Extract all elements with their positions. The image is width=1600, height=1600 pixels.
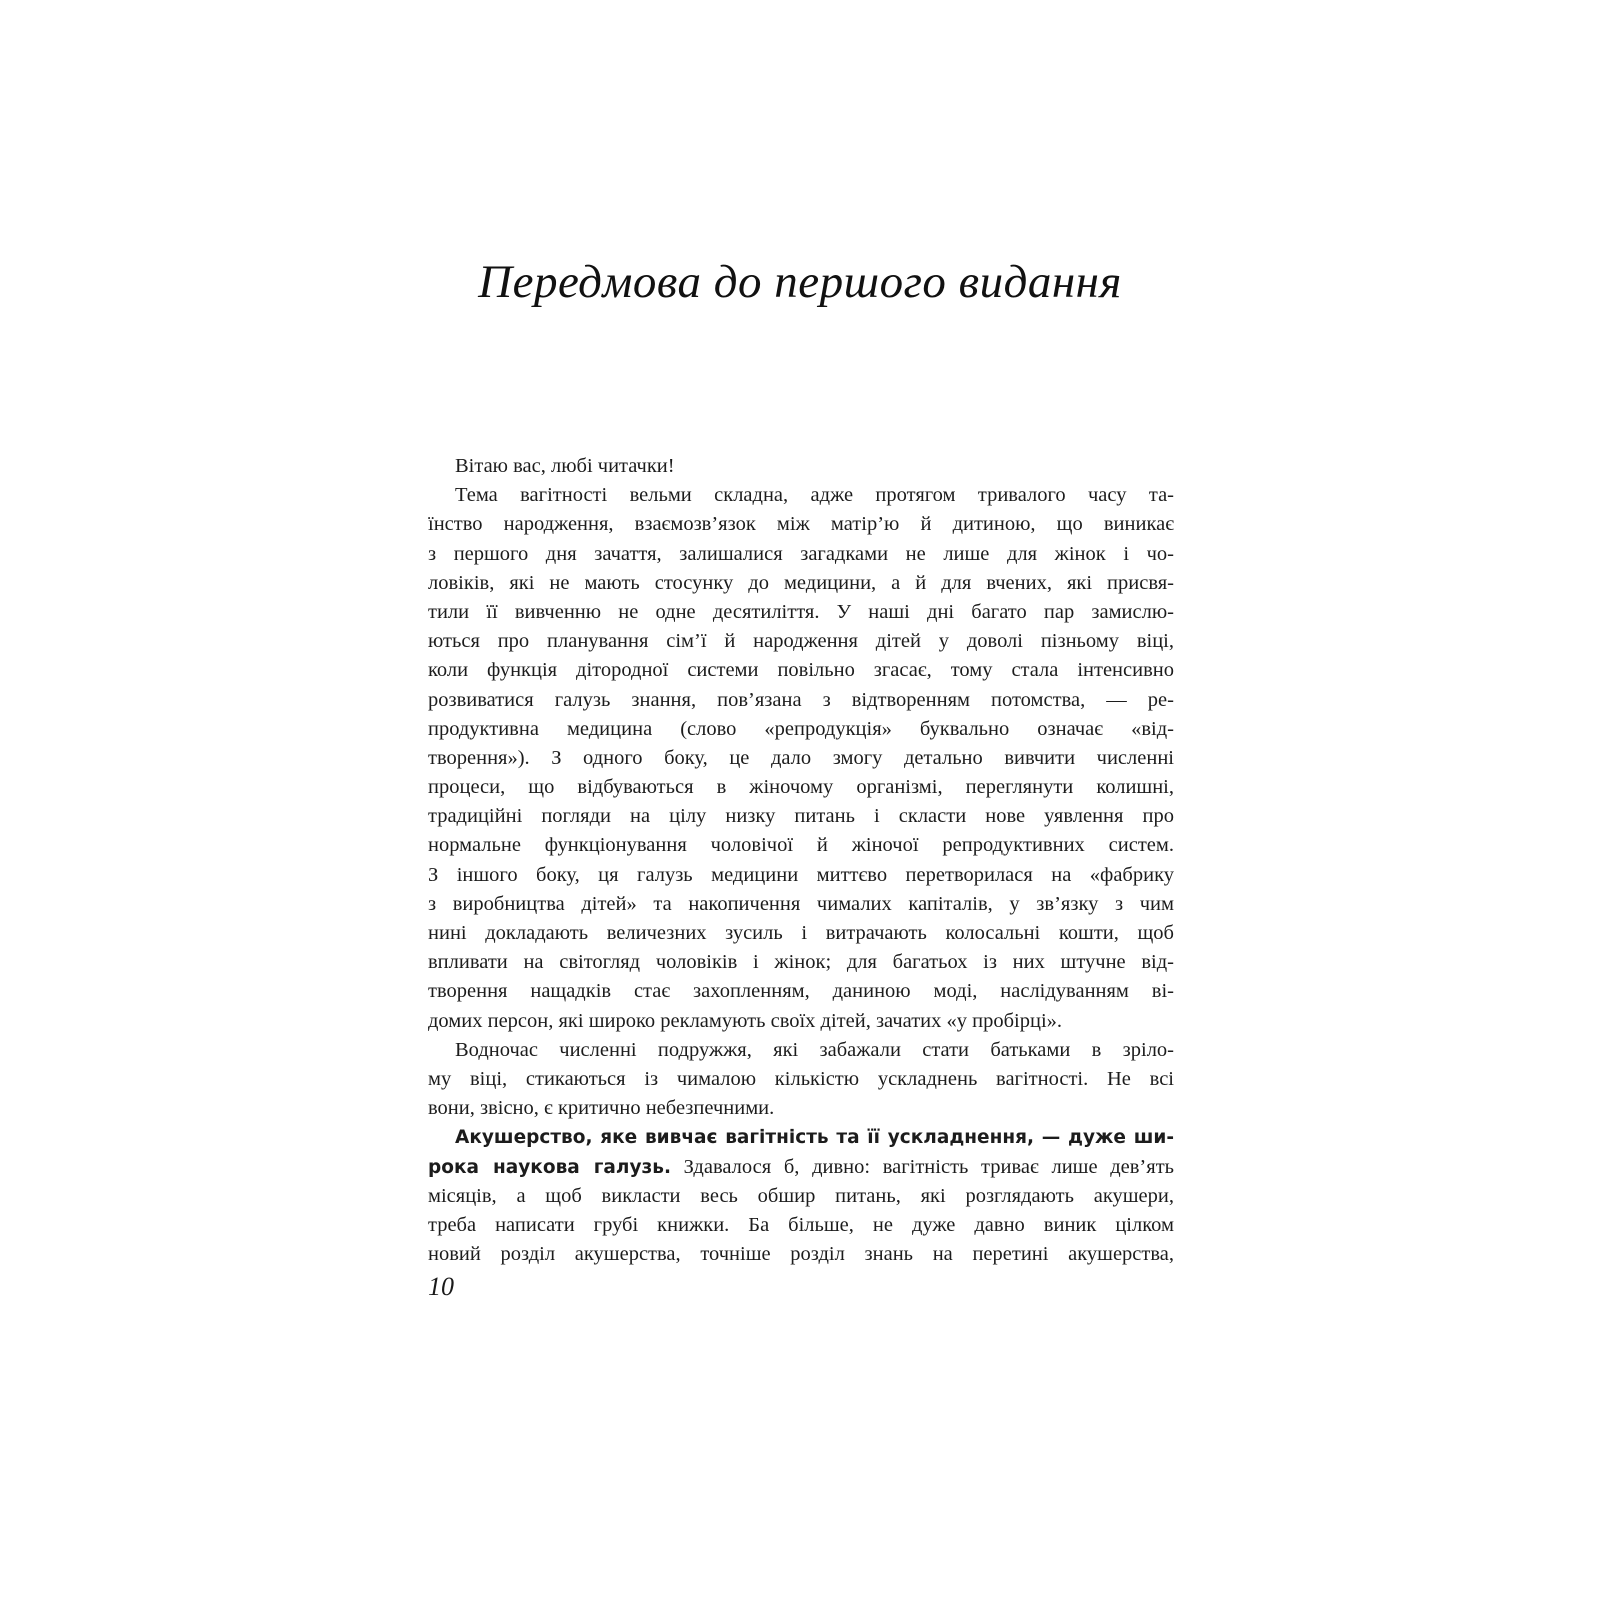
- text-line: тили її вивченню не одне десятиліття. У наші дні багато пар замислю-: [428, 600, 1174, 623]
- text-line: з першого дня зачаття, залишалися загадками не лише для жінок і чо-: [428, 542, 1174, 565]
- text-line: традиційні погляди на цілу низку питань і скласти нове уявлення про: [428, 805, 1174, 828]
- chapter-title: Передмова до першого видання: [478, 256, 1122, 308]
- text-line: розвиватися галузь знання, пов’язана з відтворенням потомства, — ре-: [428, 688, 1174, 711]
- bold-text-line: [428, 1123, 1174, 1152]
- text-line: вони, звісно, є критично небезпечними.: [428, 1097, 775, 1120]
- page-number: 10: [428, 1272, 454, 1301]
- text-line: процеси, що відбуваються в жіночому організмі, переглянути колишні,: [428, 776, 1174, 799]
- text-line: ються про планування сім’ї й народження дітей у доволі пізньому віці,: [428, 630, 1174, 653]
- text-line: творення нащадків стає захопленням, даниною моді, наслідуванням ві-: [428, 980, 1174, 1003]
- text-line: нині докладають величезних зусиль і витрачають колосальні кошти, щоб: [428, 922, 1174, 944]
- text-line: з виробництва дітей» та накопичення чималих капіталів, у зв’язку з чим: [428, 892, 1174, 915]
- text-line: Тема вагітності вельми складна, адже протягом тривалого часу та-: [455, 484, 1174, 507]
- text-line: нормальне функціонування чоловічої й жіночої репродуктивних систем.: [428, 834, 1174, 857]
- text-line: Водночас численні подружжя, які забажали стати батьками в зріло-: [455, 1038, 1174, 1061]
- text-line: треба написати грубі книжки. Ба більше, не дуже давно виник цілком: [428, 1213, 1174, 1236]
- text-line: творення»). З одного боку, це дало змогу детально вивчити численні: [428, 746, 1174, 769]
- text-run: Здавалося б, дивно: вагітність триває лише дев’ять: [671, 1155, 1174, 1178]
- text-line: коли функція дітородної системи повільно згасає, тому стала інтенсивно: [428, 659, 1174, 682]
- text-line: впливати на світогляд чоловіків і жінок; для багатьох із них штучне від-: [428, 951, 1174, 974]
- text-line: продуктивна медицина (слово «репродукція» буквально означає «від-: [428, 717, 1174, 740]
- bold-phrase: Акушерство, яке вивчає вагітність та її ускладнення, — дуже ши-: [455, 1127, 1174, 1149]
- text-line: [428, 1153, 1174, 1182]
- text-line: їнство народження, взаємозв’язок між матір’ю й дитиною, що виникає: [428, 513, 1174, 536]
- text-line: новий розділ акушерства, точніше розділ знань на перетині акушерства,: [428, 1243, 1174, 1266]
- greeting-line: Вітаю вас, любі читачки!: [455, 455, 675, 477]
- text-line: ловіків, які не мають стосунку до медицини, а й для вчених, які присвя-: [428, 571, 1174, 594]
- text-line: місяців, а щоб викласти весь обшир питань, які розглядають акушери,: [428, 1184, 1174, 1207]
- bold-phrase: рока наукова галузь.: [428, 1156, 671, 1178]
- text-line: му віці, стикаються із чималою кількістю ускладнень вагітності. Не всі: [428, 1067, 1174, 1090]
- text-line: З іншого боку, ця галузь медицини миттєво перетворилася на «фабрику: [428, 863, 1174, 886]
- body-text: [428, 452, 1174, 1269]
- text-line: домих персон, які широко рекламують своїх дітей, зачатих «у пробірці».: [428, 1009, 1063, 1032]
